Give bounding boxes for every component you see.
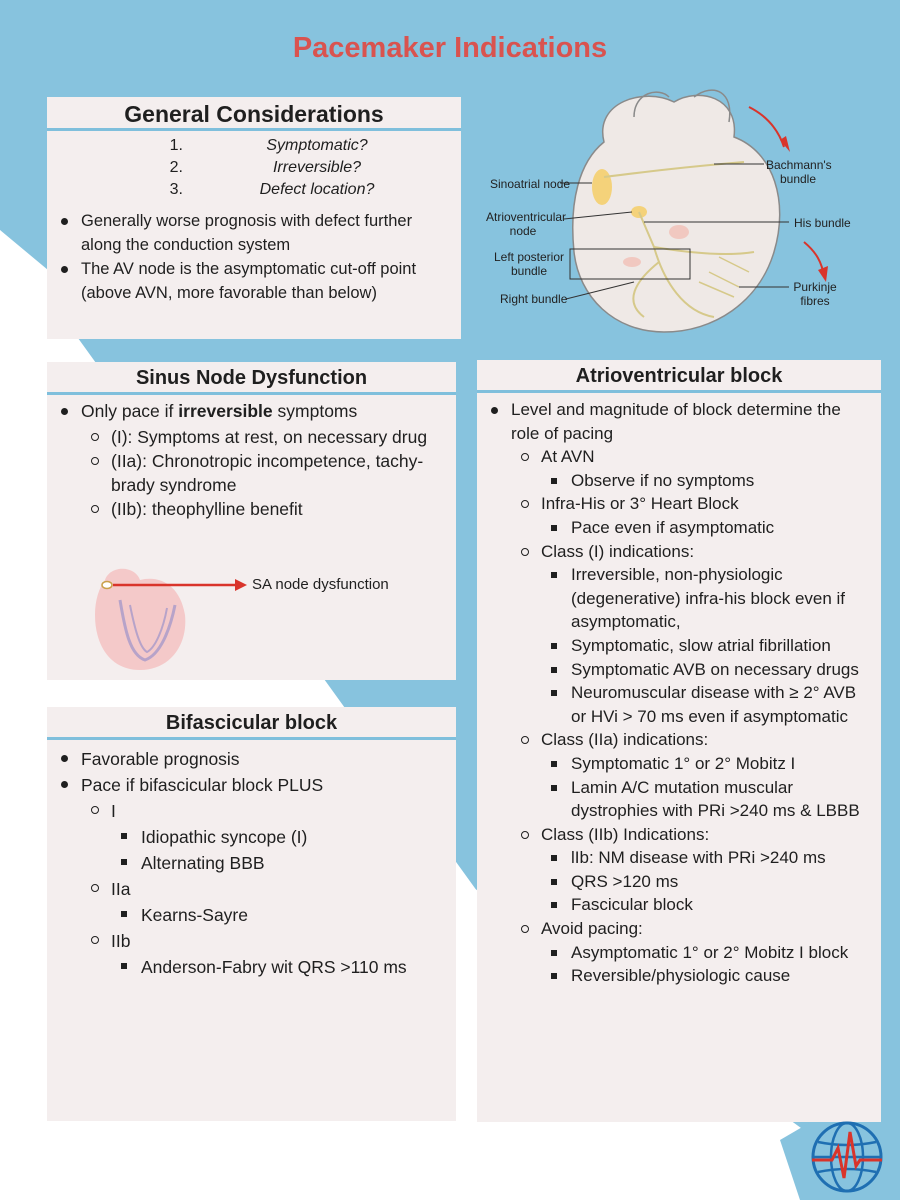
- sinus-list: [47, 399, 456, 521]
- list-item: Irreversible, non-physiologic (degenerative) infra-his block even if asymptomatic,: [541, 563, 869, 634]
- list-item: Pace even if asymptomatic: [541, 516, 869, 540]
- av-block-card: [477, 360, 881, 1122]
- his-bundle-label: His bundle: [794, 216, 851, 230]
- list-item: Idiopathic syncope (I): [111, 824, 444, 850]
- general-considerations-card: [47, 97, 461, 339]
- list-item: Fascicular block: [541, 893, 869, 917]
- list-item: QRS >120 ms: [541, 870, 869, 894]
- list-item: Reversible/physiologic cause: [541, 964, 869, 988]
- sa-node-dysfunction-label: SA node dysfunction: [252, 576, 389, 593]
- av-block-list: [477, 398, 881, 988]
- list-item: I Idiopathic syncope (I) Alternating BBB: [81, 798, 444, 876]
- list-item: IIb Anderson-Fabry wit QRS >110 ms: [81, 928, 444, 980]
- list-item: 1. Symptomatic?: [169, 137, 368, 154]
- list-item: IIa Kearns-Sayre: [81, 876, 444, 928]
- list-item: Symptomatic, slow atrial fibrillation: [541, 634, 869, 658]
- right-bundle-label: Right bundle: [500, 292, 568, 306]
- list-item: Generally worse prognosis with defect further along the conduction system: [47, 209, 441, 257]
- av-block-heading: Atrioventricular block: [477, 360, 881, 393]
- list-item: 3. Defect location?: [169, 181, 375, 198]
- sinoatrial-node-label: Sinoatrial node: [490, 177, 571, 191]
- list-item: Class (IIa) indications: Symptomatic 1° or 2° Mobitz I Lamin A/C mutation muscular dystrophies with PRi >240 ms & LBBB: [511, 728, 869, 822]
- globe-heartbeat-logo-icon: [808, 1118, 886, 1196]
- list-item: Asymptomatic 1° or 2° Mobitz I block: [541, 941, 869, 965]
- list-item: lIb: NM disease with PRi >240 ms: [541, 846, 869, 870]
- list-item: (IIa): Chronotropic incompetence, tachy-brady syndrome: [81, 449, 440, 497]
- list-item: (IIb): theophylline benefit: [81, 497, 440, 521]
- list-item: 2. Irreversible?: [169, 159, 362, 176]
- list-item: Kearns-Sayre: [111, 902, 444, 928]
- list-item: Neuromuscular disease with ≥ 2° AVB or HVi > 70 ms even if asymptomatic: [541, 681, 869, 728]
- sa-node-heart-icon: [85, 560, 250, 675]
- list-item: Pace if bifascicular block PLUS I Idiopathic syncope (I) Alternating BBB IIa Kearns-Sayre IIb Anderson-Fabry wit QRS >110 ms: [47, 772, 444, 980]
- list-item: Avoid pacing: Asymptomatic 1° or 2° Mobitz I block Reversible/physiologic cause: [511, 917, 869, 988]
- list-item: Symptomatic AVB on necessary drugs: [541, 658, 869, 682]
- sinus-node-heading: Sinus Node Dysfunction: [47, 362, 456, 395]
- list-item: Class (I) indications: Irreversible, non-physiologic (degenerative) infra-his block even if asymptomatic, Symptomatic, slow atrial fibrillation Symptomatic AVB on necessary drugs Neuromuscular disease with ≥ 2° AVB or HVi > 70 ms even if asymptomatic: [511, 540, 869, 729]
- bifascicular-heading: Bifascicular block: [47, 707, 456, 740]
- list-item: The AV node is the asymptomatic cut-off point (above AVN, more favorable than below): [47, 257, 441, 305]
- purkinje-fibres-label: Purkinje fibres: [793, 280, 837, 308]
- list-item: (I): Symptoms at rest, on necessary drug: [81, 425, 440, 449]
- left-posterior-bundle-label: Left posterior bundle: [493, 250, 565, 278]
- general-bullets: [47, 209, 461, 305]
- bifascicular-list: [47, 746, 456, 980]
- list-item: Observe if no symptoms: [541, 469, 869, 493]
- atrioventricular-node-label: Atrioventricular node: [486, 210, 567, 238]
- bachmanns-bundle-label: Bachmann's bundle: [766, 158, 832, 186]
- list-item: Symptomatic 1° or 2° Mobitz I: [541, 752, 869, 776]
- list-item: Level and magnitude of block determine the role of pacing At AVN Observe if no symptoms Infra-His or 3° Heart Block Pace even if asymptomatic Class (I) indications: Irreversible, non-physiologic (degenerative) infra-his block even if asymptomatic, Symptomatic, slow atrial fibrillation Symptomatic AVB on necessary drugs Neuromuscular disease with ≥ 2° AVB or HVi > 70 ms even if asymptomatic Class (IIa) indications: Symptomatic 1° or 2° Mobitz I Lamin A/C mutation muscular dystrophies with PRi >240 ms & LBBB Class (IIb) Indications: lIb: NM disease with PRi >240 ms QRS >120 ms Fascicular block Avoid pacing: Asymptomatic 1° or 2° Mobitz I block Reversible/physiologic cause: [477, 398, 869, 988]
- conduction-system-diagram: [484, 82, 860, 344]
- list-item: Class (IIb) Indications: lIb: NM disease with PRi >240 ms QRS >120 ms Fascicular block: [511, 823, 869, 917]
- bifascicular-card: [47, 707, 456, 1121]
- page-title: Pacemaker Indications: [292, 32, 608, 64]
- list-item: Infra-His or 3° Heart Block Pace even if asymptomatic: [511, 492, 869, 539]
- list-item: Lamin A/C mutation muscular dystrophies with PRi >240 ms & LBBB: [541, 776, 869, 823]
- considerations-list: [47, 131, 461, 201]
- list-item: Favorable prognosis: [47, 746, 444, 772]
- list-item: Alternating BBB: [111, 850, 444, 876]
- list-item: Anderson-Fabry wit QRS >110 ms: [111, 954, 444, 980]
- general-considerations-heading: General Considerations: [47, 97, 461, 131]
- list-item: At AVN Observe if no symptoms: [511, 445, 869, 492]
- list-item: Only pace if irreversible symptoms (I): Symptoms at rest, on necessary drug (IIa): Chronotropic incompetence, tachy-brady syndrome (IIb): theophylline benefit: [47, 399, 440, 521]
